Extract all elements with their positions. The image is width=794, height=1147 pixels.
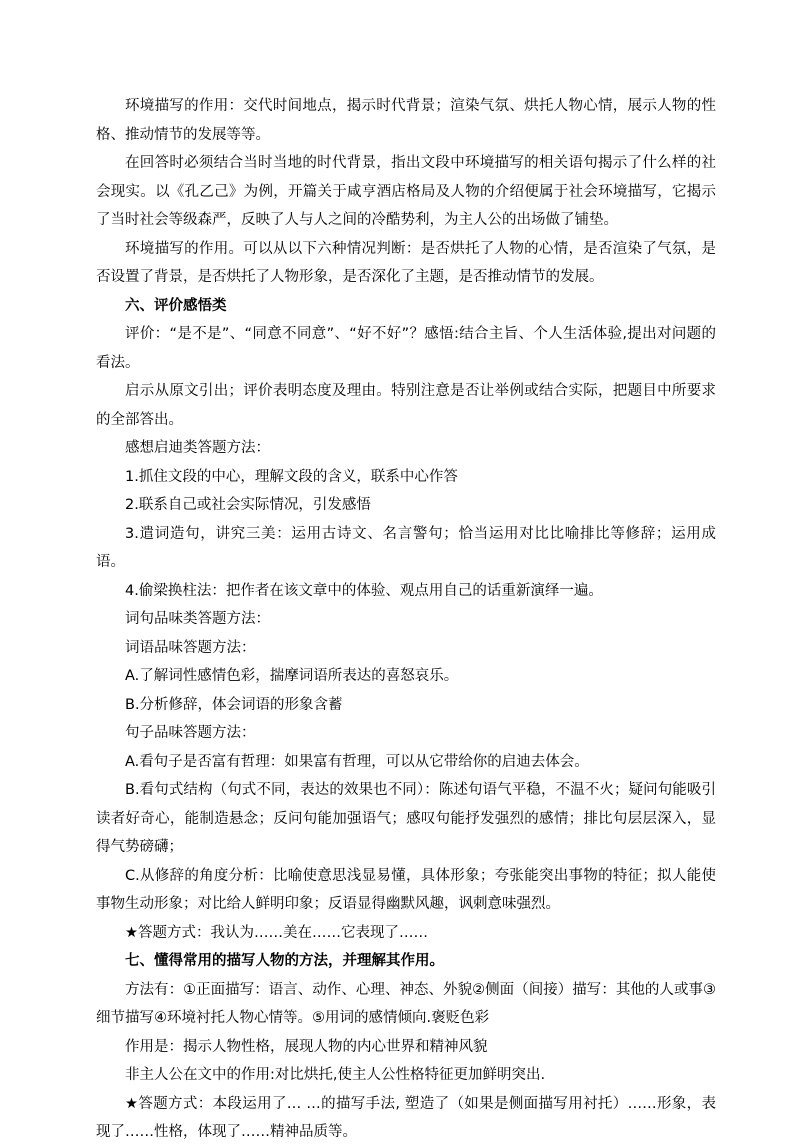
list-item-word-a: A.了解词性感情色彩，揣摩词语所表达的喜怒哀乐。 bbox=[125, 668, 459, 684]
list-item-2: 2.联系自己或社会实际情况，引发感悟 bbox=[125, 497, 371, 513]
list-item-sentence-b: B.看句式结构（句式不同，表达的效果也不同）：陈述句语气平稳，不温不火；疑问句能吸引读者好奇心，能制造悬念；反问句能加强语气；感叹句能抒发强烈的感情；排比句层层深入，显得气势磅礴； bbox=[96, 782, 716, 855]
paragraph-sentence-method: 句子品味答题方法： bbox=[125, 725, 256, 741]
answer-format-1: ★答题方式：我认为……美在……它表现了…… bbox=[125, 924, 428, 941]
paragraph-phrase-method: 词句品味类答题方法： bbox=[125, 611, 270, 627]
document-body bbox=[96, 92, 716, 1147]
section-heading-six: 六、评价感悟类 bbox=[125, 297, 227, 314]
list-item-word-b: B.分析修辞，体会词语的形象含蓄 bbox=[125, 696, 343, 713]
paragraph-answer-background: 在回答时必须结合当时当地的时代背景，指出文段中环境描写的相关语句揭示了什么样的社会现实。以《孔乙己》为例，开篇关于咸亨酒店格局及人物的介绍便属于社会环境描写，它揭示了当时社会等级森严，反映了人与人之间的冷酷势利，为主人公的出场做了铺垫。 bbox=[96, 155, 716, 228]
paragraph-method-title: 感想启迪类答题方法： bbox=[125, 440, 270, 456]
paragraph-methods: 方法有：①正面描写：语言、动作、心理、神态、外貌②侧面（间接）描写：其他的人或事③细节描写④环境衬托人物心情等。⑤用词的感情倾向.褒贬色彩 bbox=[96, 981, 716, 1026]
paragraph-environment-role: 环境描写的作用：交代时间地点，揭示时代背景；渲染气氛、烘托人物心情，展示人物的性格、推动情节的发展等等。 bbox=[96, 98, 716, 143]
paragraph-inspiration: 启示从原文引出；评价表明态度及理由。特别注意是否让举例或结合实际，把题目中所要求的全部答出。 bbox=[96, 383, 716, 428]
list-item-sentence-c: C.从修辞的角度分析：比喻使意思浅显易懂，具体形象；夸张能突出事物的特征；拟人能使事物生动形象；对比给人鲜明印象；反语显得幽默风趣，讽刺意味强烈。 bbox=[96, 867, 716, 912]
paragraph-word-method: 词语品味答题方法： bbox=[125, 639, 256, 656]
section-heading-seven: 七、懂得常用的描写人物的方法，并理解其作用。 bbox=[125, 953, 444, 969]
paragraph-evaluation: 评价：“是不是”、“同意不同意”、“好不好”？感悟:结合主旨、个人生活体验,提出对问题的看法。 bbox=[96, 326, 716, 371]
answer-format-2: ★答题方式：本段运用了… …的描写手法, 塑造了（如果是侧面描写用衬托）……形象，表现了……性格，体现了……精神品质等。 bbox=[96, 1095, 716, 1140]
list-item-1: 1.抓住文段的中心，理解文段的含义，联系中心作答 bbox=[125, 468, 458, 485]
paragraph-six-situations: 环境描写的作用。可以从以下六种情况判断：是否烘托了人物的心情，是否渲染了气氛，是否设置了背景，是否烘托了人物形象，是否深化了主题，是否推动情节的发展。 bbox=[96, 240, 716, 285]
paragraph-non-protagonist: 非主人公在文中的作用:对比烘托,使主人公性格特征更加鲜明突出. bbox=[125, 1067, 546, 1083]
list-item-sentence-a: A.看句子是否富有哲理：如果富有哲理，可以从它带给你的启迪去体会。 bbox=[125, 753, 589, 770]
list-item-4: 4.偷梁换柱法：把作者在该文章中的体验、观点用自己的话重新演绎一遍。 bbox=[125, 582, 603, 599]
list-item-3: 3.遣词造句，讲究三美：运用古诗文、名言警句；恰当运用对比比喻排比等修辞；运用成语。 bbox=[96, 525, 716, 570]
paragraph-function: 作用是：揭示人物性格，展现人物的内心世界和精神风貌 bbox=[125, 1038, 488, 1055]
